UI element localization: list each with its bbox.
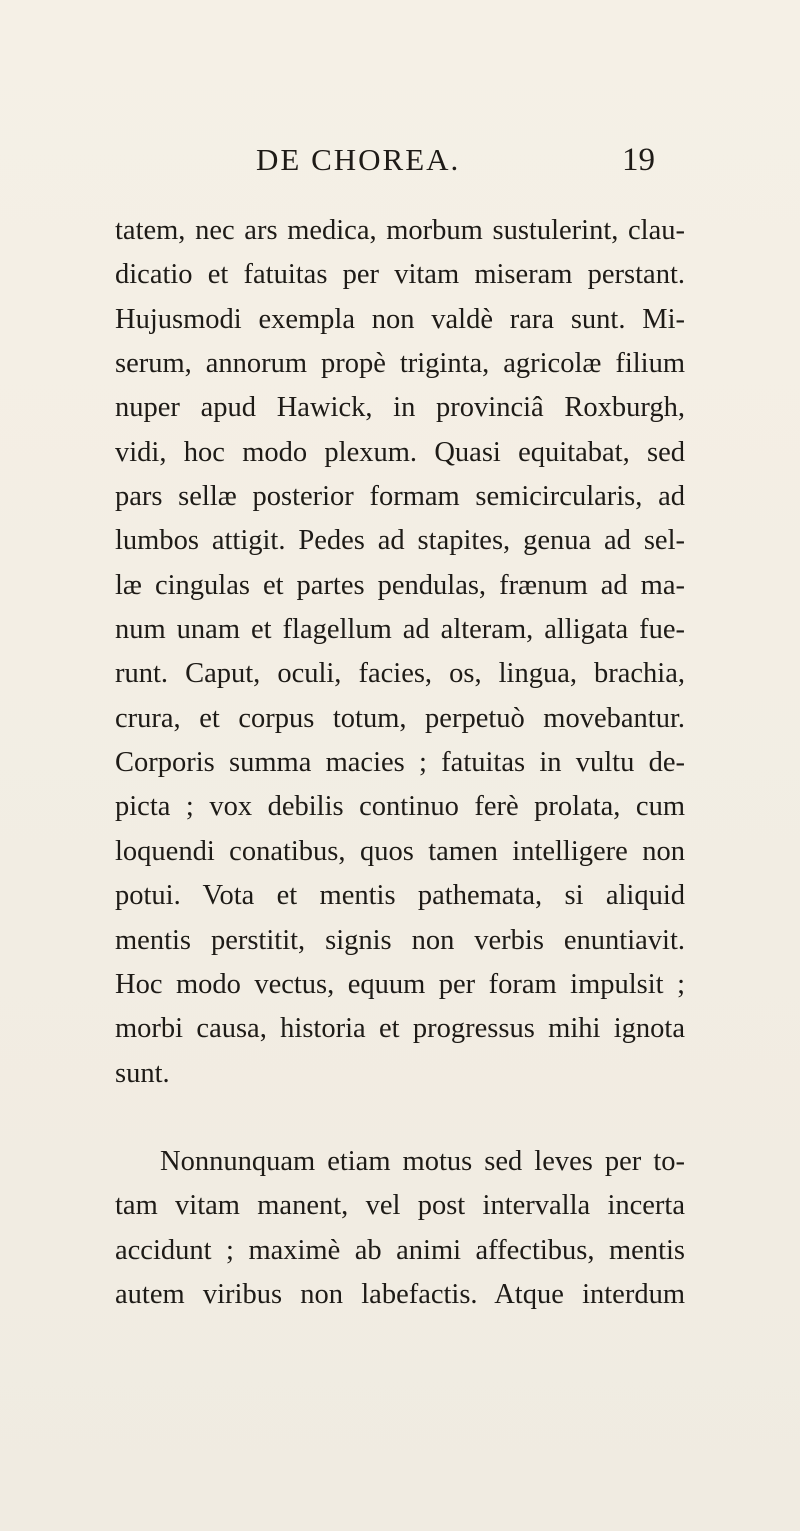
text-line: nuper apud Hawick, in provinciâ Roxburgh, xyxy=(115,392,685,424)
text-line: loquendi conatibus, quos tamen intelligere non xyxy=(115,835,685,867)
text-line: num unam et flagellum ad alteram, alligata fue- xyxy=(115,614,685,646)
text-line: serum, annorum propè triginta, agricolæ filium xyxy=(115,348,685,380)
text-line: lumbos attigit. Pedes ad stapites, genua ad sel- xyxy=(115,525,685,557)
text-line: runt. Caput, oculi, facies, os, lingua, brachia, xyxy=(115,658,685,690)
text-line: picta ; vox debilis continuo ferè prolata, cum xyxy=(115,791,685,823)
text-line: Corporis summa macies ; fatuitas in vultu de- xyxy=(115,747,685,779)
text-line: vidi, hoc modo plexum. Quasi equitabat, sed xyxy=(115,436,685,468)
text-line: Nonnunquam etiam motus sed leves per to- xyxy=(160,1145,685,1177)
text-line: tam vitam manent, vel post intervalla incerta xyxy=(115,1190,685,1222)
text-line: autem viribus non labefactis. Atque interdum xyxy=(115,1278,685,1310)
text-line: pars sellæ posterior formam semicircularis, ad xyxy=(115,481,685,513)
text-line: tatem, nec ars medica, morbum sustulerint, clau- xyxy=(115,215,685,246)
text-line: sunt. xyxy=(115,1057,170,1089)
paragraph-1 xyxy=(115,209,685,1096)
text-line: Hujusmodi exempla non valdè rara sunt. Mi- xyxy=(115,303,685,335)
text-line: potui. Vota et mentis pathemata, si aliquid xyxy=(115,880,685,912)
text-line: morbi causa, historia et progressus mihi ignota xyxy=(115,1013,685,1045)
body-text xyxy=(115,209,685,1317)
text-line: dicatio et fatuitas per vitam miseram perstant. xyxy=(115,259,685,291)
text-line: mentis perstitit, signis non verbis enuntiavit. xyxy=(115,924,685,956)
running-title: DE CHOREA. xyxy=(256,142,461,177)
paragraph-2 xyxy=(115,1140,685,1317)
page-number: 19 xyxy=(622,142,655,178)
running-head xyxy=(0,140,800,180)
text-line: læ cingulas et partes pendulas, frænum ad ma- xyxy=(115,569,685,601)
text-line: crura, et corpus totum, perpetuò movebantur. xyxy=(115,702,685,734)
paragraph-gap xyxy=(115,1096,685,1140)
text-line: Hoc modo vectus, equum per foram impulsit ; xyxy=(115,968,685,1000)
text-line: accidunt ; maximè ab animi affectibus, mentis xyxy=(115,1234,685,1266)
